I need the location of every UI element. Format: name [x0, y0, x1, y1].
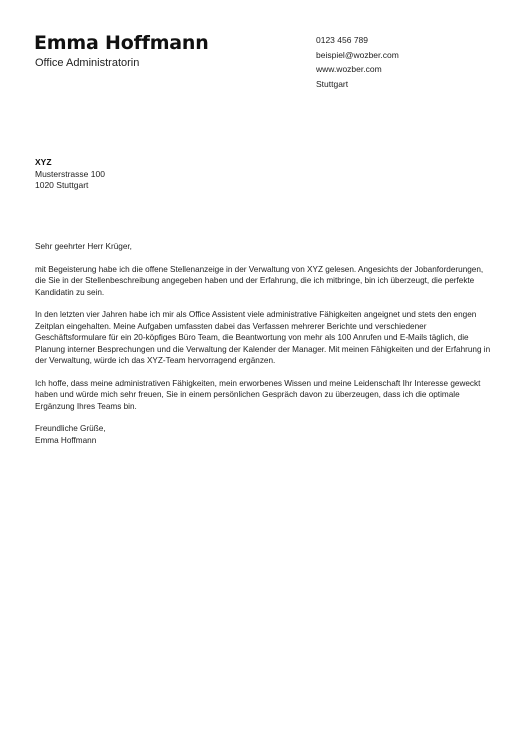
recipient-city: 1020 Stuttgart — [35, 180, 89, 191]
recipient-address — [35, 157, 105, 192]
contact-email: beispiel@wozber.com — [316, 49, 399, 60]
paragraph-intro: mit Begeisterung habe ich die offene Stellenanzeige in der Verwaltung von XYZ gelesen. Angesichts der Jobanforderungen, die Sie in der Stellenbeschreibung angegeben haben und der Erfahrung, die ich mitbringe, bin ich überzeugt, die perfekte Kandidatin zu sein. — [35, 264, 484, 297]
paragraph-closing-remarks: Ich hoffe, dass meine administrativen Fähigkeiten, mein erworbenes Wissen und meine Leidenschaft Ihr Interesse geweckt haben und würde mich sehr freuen, Sie in einem persönlichen Gespräch davon zu überzeugen, dass ich die optimale Ergänzung Ihres Teams bin. — [35, 378, 481, 411]
recipient-company: XYZ — [35, 157, 52, 167]
letter-body — [35, 241, 495, 446]
contact-city: Stuttgart — [316, 78, 349, 89]
sender-name: Emma Hoffmann — [34, 32, 209, 54]
sender-title: Office Administratorin — [35, 57, 140, 69]
paragraph-experience: In den letzten vier Jahren habe ich mir als Office Assistent viele administrative Fähigkeiten angeignet und stets den engen Zeitplan eingehalten. Meine Aufgaben umfassten dabei das Verfassen mehrerer Berichte und verschiedener Geschäftsformulare für ein 20-köpfiges Büro Team, die Beantwortung von mehr als 100 Anrufen und E-Mails täglich, die Planung interner Besprechungen und die Verwaltung der Kalender der Manager. Mit meinen Fähigkeiten und der Erfahrung in der Verwaltung, würde ich das XYZ-Team hervorragend ergänzen. — [35, 310, 491, 366]
recipient-street: Musterstrasse 100 — [35, 168, 105, 179]
salutation: Sehr geehrter Herr Krüger, — [35, 242, 132, 251]
contact-website: www.wozber.com — [316, 64, 382, 75]
closing-phrase: Freundliche Grüße, — [35, 424, 106, 434]
contact-phone: 0123 456 789 — [316, 35, 368, 45]
contact-block — [316, 33, 399, 91]
signature: Emma Hoffmann — [35, 435, 97, 445]
